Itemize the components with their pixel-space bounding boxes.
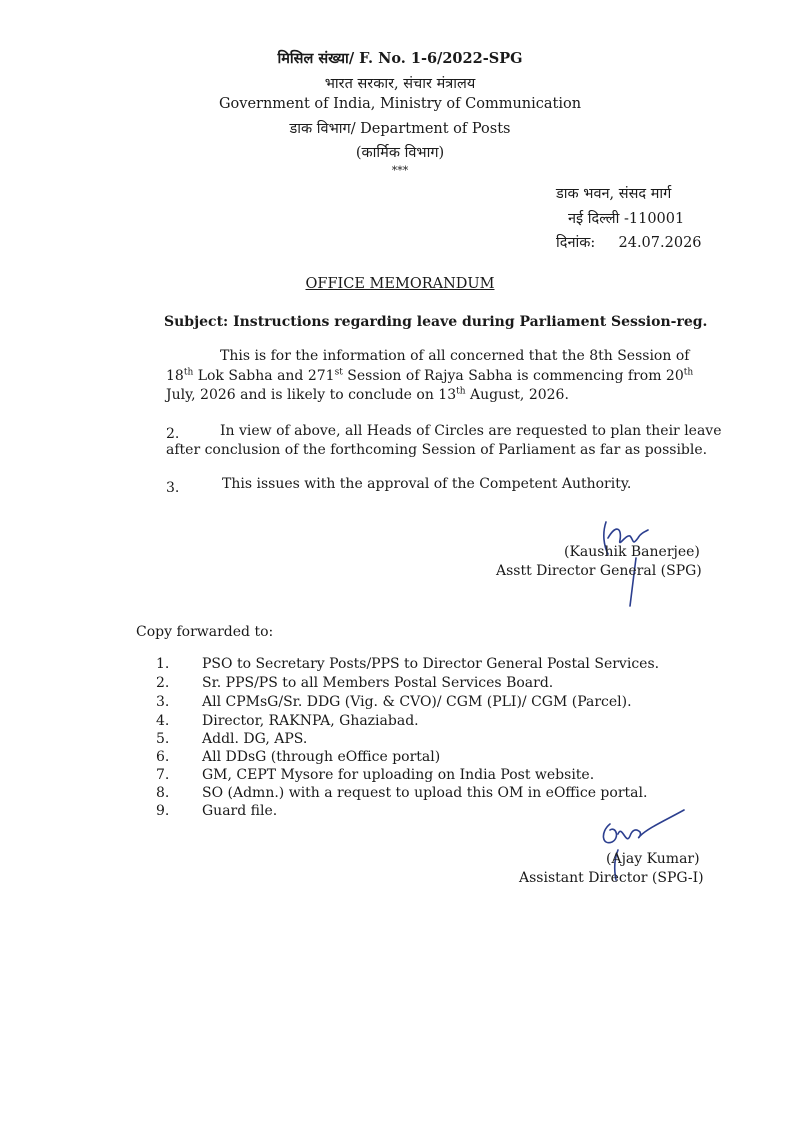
signatory1-designation: Asstt Director General (SPG) (496, 563, 702, 579)
para3-text: This issues with the approval of the Competent Authority. (222, 476, 632, 492)
signatory2-designation: Assistant Director (SPG-I) (519, 870, 704, 886)
para3-number: 3. (166, 480, 180, 496)
address-line1: डाक भवन, संसद मार्ग (556, 186, 672, 202)
para2-number: 2. (166, 426, 180, 442)
para2-line2: after conclusion of the forthcoming Session of Parliament as far as possible. (166, 442, 708, 458)
date-label: दिनांक: (556, 235, 596, 251)
file-number: मिसिल संख्या/ F. No. 1-6/2022-SPG (277, 50, 523, 67)
date-value: 24.07.2026 (618, 235, 702, 251)
stars-divider: *** (391, 164, 409, 177)
para2-line1: In view of above, all Heads of Circles are requested to plan their leave (220, 423, 722, 439)
para1-line3: July, 2026 and is likely to conclude on 13th August, 2026. (166, 386, 569, 403)
address-line2: नई दिल्ली -110001 (568, 211, 685, 227)
signatory2-name: (Ajay Kumar) (606, 851, 700, 867)
copy-forwarded-label: Copy forwarded to: (136, 624, 274, 640)
memo-title: OFFICE MEMORANDUM (305, 276, 495, 292)
para1-line2: 18th Lok Sabha and 271st Session of Rajya Sabha is commencing from 20th (166, 367, 694, 384)
signatory1-name: (Kaushik Banerjee) (564, 544, 700, 560)
subject: Subject: Instructions regarding leave during Parliament Session-reg. (164, 314, 708, 330)
office-memorandum-page: मिसिल संख्या/ F. No. 1-6/2022-SPG भारत सरकार, संचार मंत्रालय Government of India, Ministry of Communication डाक विभाग/ Department of Posts (कार्मिक विभाग) *** डाक भवन, संसद मार्ग नई दिल्ली -110001 दिनांक: 24.07.2026 OFFICE MEMORANDUM Subject: Instructions regarding leave during Parliament Session-reg. This is for the information of all concerned that the 8th Session of 18th Lok Sabha and 271st Session of Rajya Sabha is commencing from 20th July, 2026 and is likely to conclude on 13th August, 2026. 2. In view of above, all Heads of Circles are requested to plan their leave after conclusion of the forthcoming Session of Parliament as far as possible. 3. This issues with the approval of the Competent Authority. (Kaushik Banerjee) Asstt Director General (SPG) Copy forwarded to: 1. PSO to Secretary Posts/PPS to Director General Postal Services. 2. Sr. PPS/PS to all Members Postal Services Board. 3. All CPMsG/Sr. DDG (Vig. & CVO)/ CGM (PLI)/ CGM (Parcel). 4. Director, RAKNPA, Ghaziabad. 5. Addl. DG, APS. 6. All DDsG (through eOffice portal) 7. GM, CEPT Mysore for uploading on India Post website. 8. SO (Admn.) with a request to upload this OM in eOffice portal. 9. Guard file. (Ajay Kumar) Assistant Director (SPG-I) (0, 0, 800, 1125)
govt-english: Government of India, Ministry of Communication (218, 96, 582, 112)
para1-line1: This is for the information of all concerned that the 8th Session of (220, 348, 690, 364)
department: डाक विभाग/ Department of Posts (289, 121, 511, 137)
govt-hindi: भारत सरकार, संचार मंत्रालय (324, 76, 476, 92)
section: (कार्मिक विभाग) (355, 145, 445, 161)
date-row (556, 232, 702, 252)
